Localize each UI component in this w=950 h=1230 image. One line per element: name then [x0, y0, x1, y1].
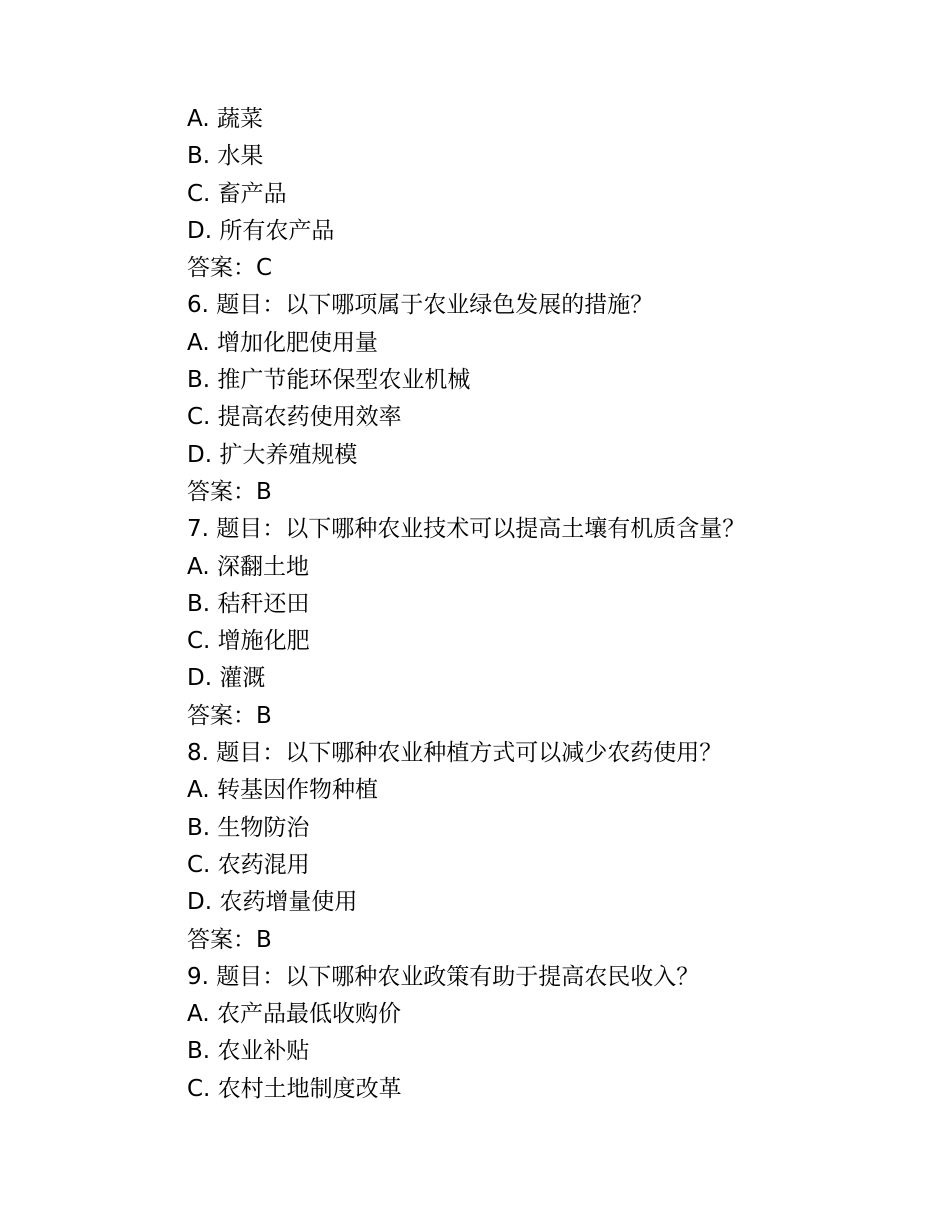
option-d: D. 农药增量使用: [187, 889, 358, 916]
option-c: C. 农村土地制度改革: [187, 1075, 402, 1102]
option-b: B. 推广节能环保型农业机械: [187, 367, 471, 394]
option-b: B. 秸秆还田: [187, 590, 310, 617]
option-a: A. 转基因作物种植: [187, 777, 378, 804]
answer-line: 答案：B: [187, 702, 272, 729]
option-c: C. 农药混用: [187, 851, 310, 878]
option-a: A. 深翻土地: [187, 553, 309, 580]
option-b: B. 水果: [187, 143, 264, 170]
question-7: 7. 题目：以下哪种农业技术可以提高土壤有机质含量？: [187, 516, 746, 543]
option-d: D. 所有农产品: [187, 217, 335, 244]
option-a: A. 增加化肥使用量: [187, 329, 378, 356]
question-9: 9. 题目：以下哪种农业政策有助于提高农民收入？: [187, 963, 700, 990]
option-b: B. 农业补贴: [187, 1038, 310, 1065]
option-b: B. 生物防治: [187, 814, 310, 841]
answer-line: 答案：B: [187, 478, 272, 505]
option-c: C. 畜产品: [187, 180, 287, 207]
option-d: D. 扩大养殖规模: [187, 441, 358, 468]
document-page: [187, 101, 887, 1108]
answer-line: 答案：C: [187, 255, 273, 282]
option-a: A. 农产品最低收购价: [187, 1001, 401, 1028]
option-d: D. 灌溉: [187, 665, 266, 692]
question-6: 6. 题目：以下哪项属于农业绿色发展的措施？: [187, 292, 654, 319]
option-c: C. 提高农药使用效率: [187, 404, 402, 431]
question-8: 8. 题目：以下哪种农业种植方式可以减少农药使用？: [187, 740, 723, 767]
answer-line: 答案：B: [187, 926, 272, 953]
option-c: C. 增施化肥: [187, 628, 310, 655]
option-a: A. 蔬菜: [187, 106, 263, 132]
